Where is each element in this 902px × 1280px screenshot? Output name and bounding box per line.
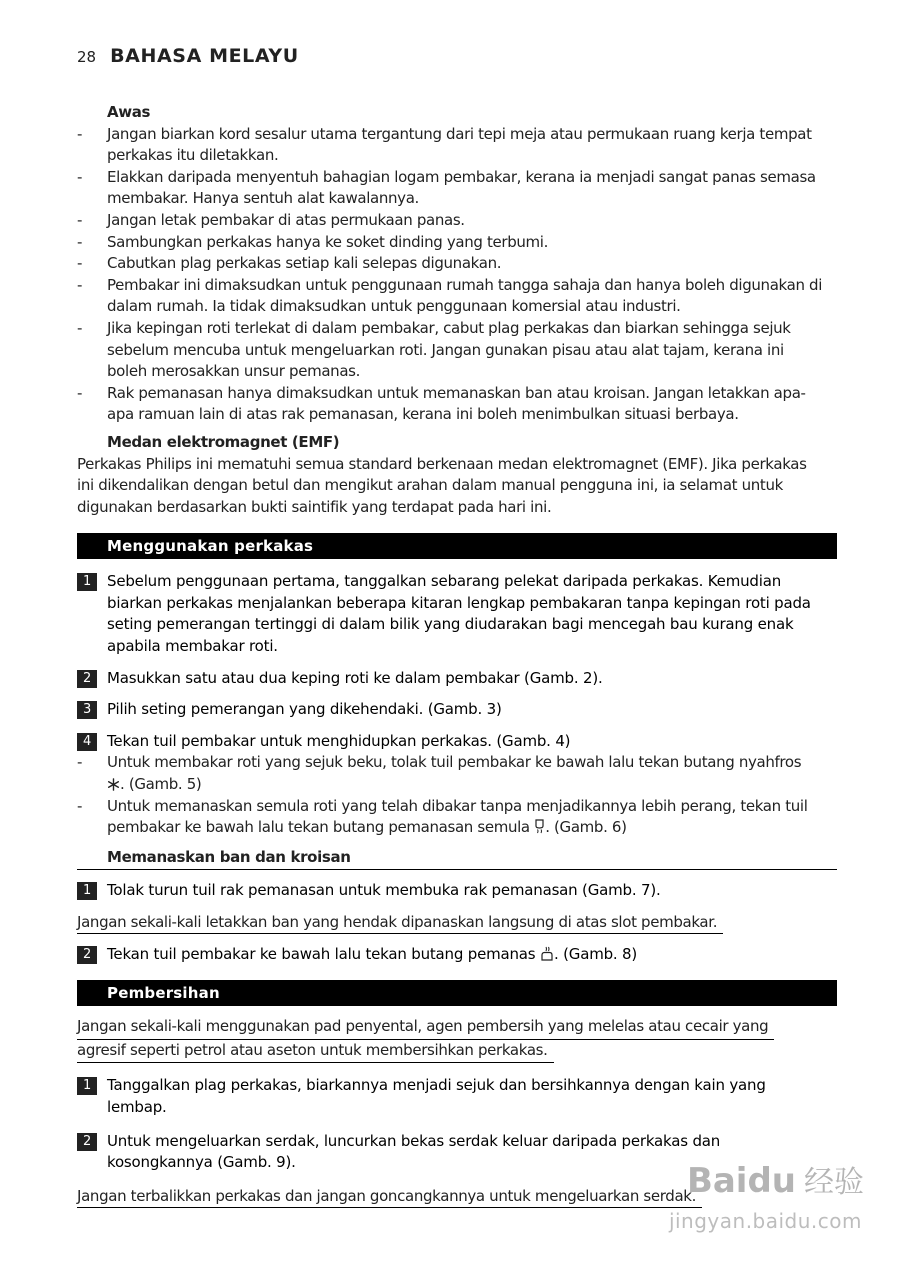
list-item: - Pembakar ini dimaksudkan untuk penggunaan rumah tangga sahaja dan hanya boleh digunakan di dalam rumah. Ia tidak dimaksudkan untuk penggunaan komersial atau industri.	[77, 275, 823, 316]
caution-note: Jangan terbalikkan perkakas dan jangan goncangkannya untuk mengeluarkan serdak.	[77, 1186, 837, 1208]
reheat-icon	[534, 819, 545, 834]
list-item: - Untuk memanaskan semula roti yang telah dibakar tanpa menjadikannya lebih perang, tekan tuil pembakar ke bawah lalu tekan butang pemanasan semula . (Gamb. 6)	[77, 796, 808, 837]
emf-paragraph: Perkakas Philips ini mematuhi semua standard berkenaan medan elektromagnet (EMF). Jika perkakas ini dikendalikan dengan betul dan mengikut arahan dalam manual pengguna ini, ia selamat untuk digunakan berdasarkan bukti saintifik yang terdapat pada hari ini.	[77, 454, 807, 516]
section-bar-using: Menggunakan perkakas	[77, 533, 837, 559]
step-2: 2 Untuk mengeluarkan serdak, luncurkan bekas serdak keluar daripada perkakas dan kosongkannya (Gamb. 9).	[77, 1131, 837, 1174]
step-number: 2	[77, 1133, 97, 1151]
watermark-url: jingyan.baidu.com	[668, 1209, 862, 1233]
caution-note: Jangan sekali-kali letakkan ban yang hendak dipanaskan langsung di atas slot pembakar.	[77, 912, 837, 934]
step-4: 4 Tekan tuil pembakar untuk menghidupkan perkakas. (Gamb. 4)	[77, 731, 837, 753]
list-item: - Jika kepingan roti terlekat di dalam pembakar, cabut plag perkakas dan biarkan sehingga sejuk sebelum mencuba untuk mengeluarkan roti. Jangan gunakan pisau atau alat tajam, kerana ini boleh merosakkan unsur pemanas.	[77, 318, 791, 381]
step-2: 2 Masukkan satu atau dua keping roti ke dalam pembakar (Gamb. 2).	[77, 668, 837, 690]
list-item: - Rak pemanasan hanya dimaksudkan untuk memanaskan ban atau kroisan. Jangan letakkan apa- apa ramuan lain di atas rak pemanasan, kerana ini boleh menimbulkan situasi berbaya.	[77, 383, 806, 424]
page-header	[77, 45, 299, 71]
page-content	[77, 102, 837, 1207]
step-number: 4	[77, 733, 97, 751]
warming-heading: Memanaskan ban dan kroisan	[77, 847, 837, 871]
step-number: 2	[77, 946, 97, 964]
list-item: - Jangan biarkan kord sesalur utama tergantung dari tepi meja atau permukaan ruang kerja tempat perkakas itu diletakkan.	[77, 124, 812, 165]
step-3: 3 Pilih seting pemerangan yang dikehendaki. (Gamb. 3)	[77, 699, 837, 721]
list-item: - Untuk membakar roti yang sejuk beku, tolak tuil pembakar ke bawah lalu tekan butang nyahfros . (Gamb. 5)	[77, 753, 802, 794]
watermark-cn: 经验	[804, 1165, 864, 1200]
step-number: 3	[77, 701, 97, 719]
warming-rack-icon	[540, 946, 554, 961]
step-number: 1	[77, 1077, 97, 1095]
step-2: 2 Tekan tuil pembakar ke bawah lalu tekan butang pemanas . (Gamb. 8)	[77, 944, 837, 966]
list-item: - Elakkan daripada menyentuh bahagian logam pembakar, kerana ia menjadi sangat panas semasa membakar. Hanya sentuh alat kawalannya.	[77, 167, 816, 208]
page-number: 28	[77, 48, 97, 66]
step-number: 1	[77, 882, 97, 900]
caution-note: Jangan sekali-kali menggunakan pad penyental, agen pembersih yang melelas atau cecair yang agresif seperti petrol atau aseton untuk membersihkan perkakas.	[77, 1016, 837, 1063]
step-1: 1 Tolak turun tuil rak pemanasan untuk membuka rak pemanasan (Gamb. 7).	[77, 880, 837, 902]
language-title: BAHASA MELAYU	[110, 45, 299, 67]
section-bar-cleaning: Pembersihan	[77, 980, 837, 1006]
step-number: 1	[77, 573, 97, 591]
watermark	[668, 1157, 864, 1233]
list-item: - Cabutkan plag perkakas setiap kali selepas digunakan.	[77, 254, 502, 273]
emf-heading: Medan elektromagnet (EMF)	[107, 432, 340, 451]
snowflake-icon	[107, 778, 120, 791]
watermark-logo: Baidu	[686, 1161, 796, 1201]
step-number: 2	[77, 670, 97, 688]
list-item: - Sambungkan perkakas hanya ke soket dinding yang terbumi.	[77, 232, 549, 251]
awas-heading: Awas	[107, 103, 151, 121]
list-item: - Jangan letak pembakar di atas permukaan panas.	[77, 210, 465, 229]
awas-list	[77, 124, 837, 426]
step-1: 1 Sebelum penggunaan pertama, tanggalkan sebarang pelekat daripada perkakas. Kemudian biarkan perkakas menjalankan beberapa kitaran lengkap pembakaran tanpa kepingan roti pada seting pemerangan tertinggi di dalam bilik yang diudarakan bagi mencegah bau kurang enak apabila membakar roti.	[77, 571, 837, 657]
step-1: 1 Tanggalkan plag perkakas, biarkannya menjadi sejuk dan bersihkannya dengan kain yang lembap.	[77, 1075, 837, 1118]
